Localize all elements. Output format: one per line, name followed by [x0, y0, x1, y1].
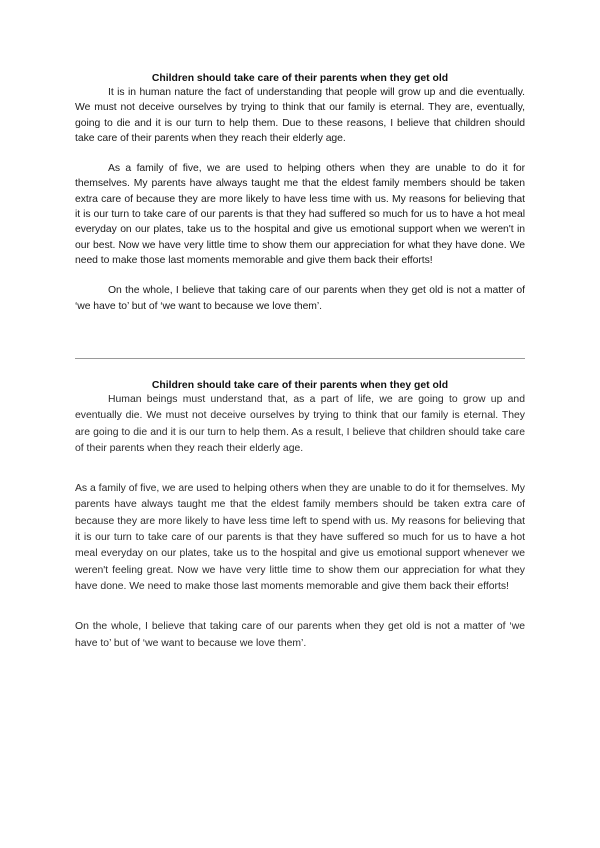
essay-title: Children should take care of their parents when they get old — [151, 73, 449, 84]
section-divider — [75, 358, 525, 359]
body-paragraph: As a family of five, we are used to helping others when they are unable to do it for themselves. My parents have always taught me that the eldest family members should be taken extra care of because they are more likely to have less time with us. My reasons for believing that it is our turn to take care of our parents is that they had suffered so much for us to have a hot meal everyday on our plates, take us to the hospital and give us emotional support when we weren't in our best. Now we have very little time to show them our appreciation for what they have done. We need to make those last moments memorable and give them back their efforts! — [75, 163, 525, 266]
original-essay — [75, 72, 525, 314]
body-paragraph: As a family of five, we are used to helping others when they are unable to do it for themselves. My parents have always taught me that the eldest family members should be taken extra care of because they are more likely to have less time left to spend with us. My reasons for believing that it is our turn to take care of our parents is that they have suffered so much for us to have a hot meal everyday on our plates, take us to the hospital and give us emotional support whenever we weren't feeling great. Now we have very little time to show them our appreciation for what they have done. We need to make those last moments memorable and give them back their efforts! — [75, 483, 525, 592]
conclusion-paragraph: On the whole, I believe that taking care of our parents when they get old is not a matter of ‘we have to’ but of ‘we want to because we love them’. — [75, 285, 525, 312]
essay-title: Children should take care of their parents when they get old — [151, 380, 449, 391]
intro-paragraph: Human beings must understand that, as a part of life, we are going to grow up and eventually die. We must not deceive ourselves by trying to think that our family is eternal. They are going to die and it is our turn to help them. As a result, I believe that children should take care of their parents when they reach their elderly age. — [75, 394, 525, 454]
conclusion-paragraph: On the whole, I believe that taking care of our parents when they get old is not a matter of ‘we have to’ but of ‘we want to because we love them’. — [75, 621, 525, 649]
revised-essay — [75, 379, 525, 652]
intro-paragraph: It is in human nature the fact of understanding that people will grow up and die eventually. We must not deceive ourselves by trying to think that our family is eternal. They are, eventually, going to die and it is our turn to help them. Due to these reasons, I believe that children should take care of their parents when they reach their elderly age. — [75, 87, 525, 144]
